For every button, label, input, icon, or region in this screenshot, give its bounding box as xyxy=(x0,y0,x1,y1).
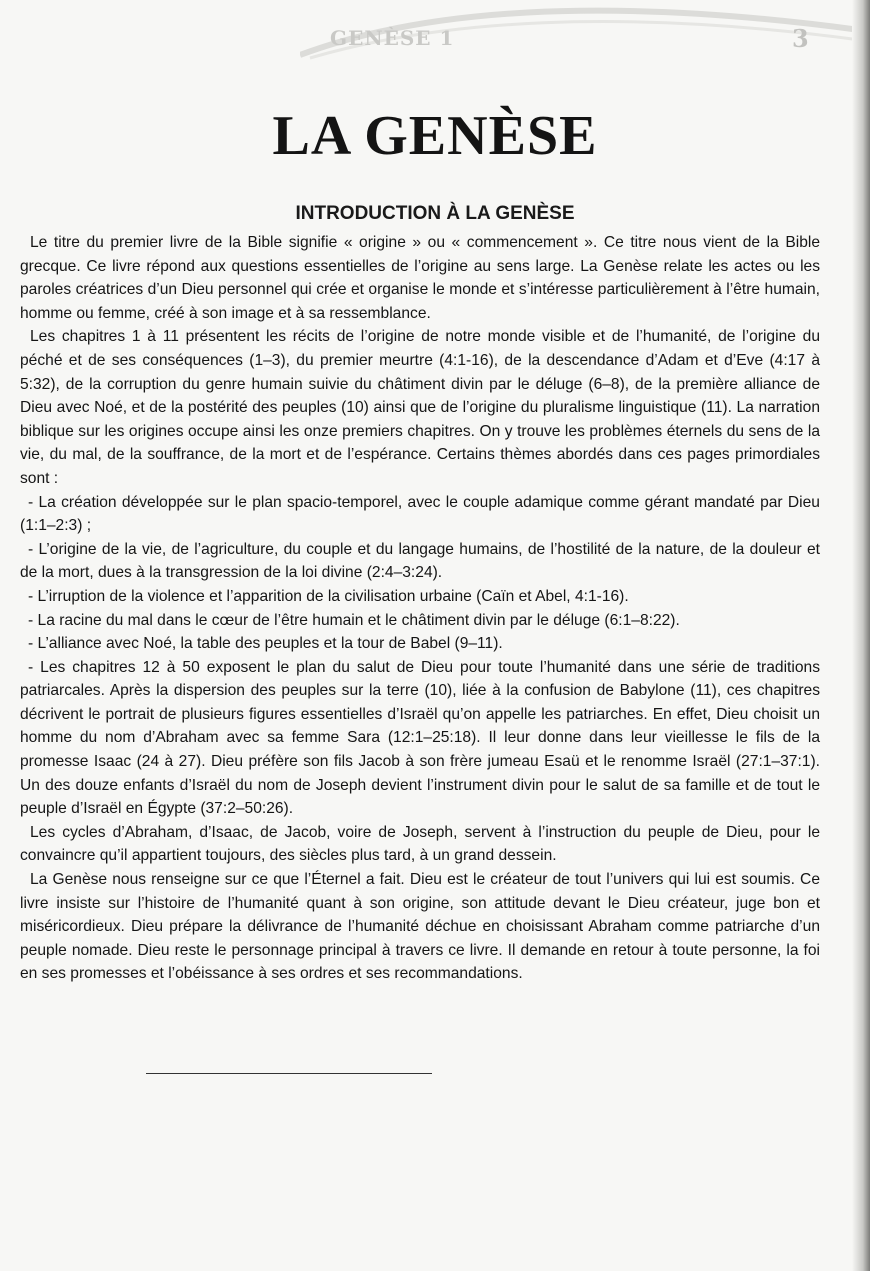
paragraph: La Genèse nous renseigne sur ce que l’Éternel a fait. Dieu est le créateur de tout l’univers qui lui est soumis. Ce livre insiste sur l’histoire de l’humanité quant à son origine, son attitude devant le Dieu créateur, juge bon et miséricordieux. Dieu prépare la délivrance de l’humanité déchue en choisissant Abraham comme patriarche d’un peuple nomade. Dieu reste le personnage principal à travers ce livre. Il demande en retour à toute personne, la foi en ses promesses et l’obéissance à ses ordres et ses recommandations. xyxy=(20,871,820,983)
paragraph: Les chapitres 1 à 11 présentent les récits de l’origine de notre monde visible et de l’humanité, de l’origine du péché et de ses conséquences (1–3), du premier meurtre (4:1-16), de la descendance d’Adam et d’Eve (4:17 à 5:32), de la corruption du genre humain suivie du châtiment divin par le déluge (6–8), de la première alliance de Dieu avec Noé, et de la postérité des peuples (10) ainsi que de l’origine du pluralisme linguistique (11). La narration biblique sur les origines occupe ainsi les onze premiers chapitres. On y trouve les problèmes éternels du sens de la vie, du mal, de la souffrance, de la mort et de l’espérance. Certains thèmes abordés dans ces pages primordiales sont : xyxy=(20,328,820,487)
introduction-body xyxy=(20,231,820,986)
show-through-text xyxy=(14,60,21,85)
page-number: 3 xyxy=(792,24,809,53)
running-header: GENÈSE 1 xyxy=(330,26,455,50)
section-subtitle: INTRODUCTION À LA GENÈSE xyxy=(295,203,575,224)
page-title: LA GENÈSE xyxy=(272,105,598,167)
list-item: - La création développée sur le plan spacio-temporel, avec le couple adamique comme gérant mandaté par Dieu (1:1–2:3) ; xyxy=(20,493,820,535)
paragraph: Le titre du premier livre de la Bible signifie « origine » ou « commencement ». Ce titre nous vient de la Bible grecque. Ce livre répond aux questions essentielles de l’origine au sens large. La Genèse relate les actes ou les paroles créatrices d’un Dieu personnel qui crée et organise le monde et s’intéresse particulièrement à l’être humain, homme ou femme, créé à son image et à sa ressemblance. xyxy=(20,234,820,322)
page-edge-shadow xyxy=(852,0,870,1271)
list-item: - L’origine de la vie, de l’agriculture, du couple et du langage humains, de l’hostilité de la nature, de la douleur et de la mort, dues à la transgression de la loi divine (2:4–3:24). xyxy=(20,540,820,582)
paragraph: Les cycles d’Abraham, d’Isaac, de Jacob, voire de Joseph, servent à l’instruction du peuple de Dieu, pour le convaincre qu’il appartient toujours, des siècles plus tard, à un grand dessein. xyxy=(20,823,820,865)
list-item: - La racine du mal dans le cœur de l’être humain et le châtiment divin par le déluge (6:1–8:22). xyxy=(28,611,680,629)
list-item: - L’alliance avec Noé, la table des peuples et la tour de Babel (9–11). xyxy=(28,635,503,653)
list-item: - L’irruption de la violence et l’apparition de la civilisation urbaine (Caïn et Abel, 4:1-16). xyxy=(28,587,629,605)
footnote-divider xyxy=(146,1073,432,1074)
list-item: - Les chapitres 12 à 50 exposent le plan du salut de Dieu pour toute l’humanité dans une série de traditions patriarcales. Après la dispersion des peuples sur la terre (10), liée à la confusion de Babylone (11), ces chapitres décrivent le portrait de plusieurs figures essentielles d’Israël qu’on appelle les patriarches. En effet, Dieu choisit un homme du nom d’Abraham avec sa femme Sara (12:1–25:18). Il leur donne dans leur vieillesse le fils de la promesse Isaac (24 à 27). Dieu préfère son fils Jacob à son frère jumeau Esaü et le renomme Israël (27:1–37:1). Un des douze enfants d’Israël du nom de Joseph devient l’instrument divin pour le salut de sa famille et de tout le peuple d’Israël en Égypte (37:2–50:26). xyxy=(20,658,820,818)
